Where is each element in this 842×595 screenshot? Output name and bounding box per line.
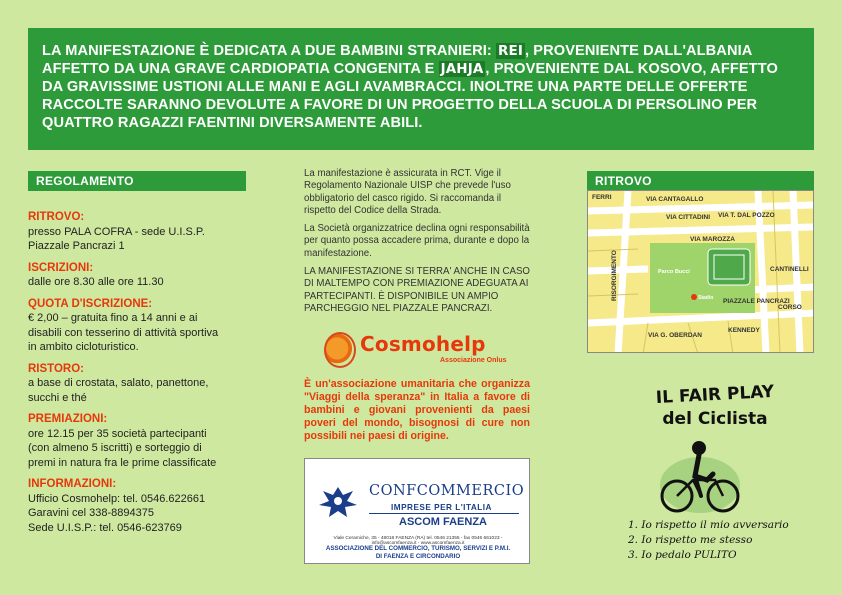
regolamento-label: RISTORO:	[28, 362, 85, 375]
cosmohelp-logo-name: Cosmohelp	[360, 332, 486, 356]
cosmohelp-emblem-icon	[324, 332, 356, 368]
assoc-line-1: ASSOCIAZIONE DEL COMMERCIO, TURISMO, SERVIZI E P.M.I.	[325, 545, 511, 552]
banner-text-part: LA MANIFESTAZIONE È DEDICATA A DUE BAMBINI STRANIERI:	[42, 43, 497, 59]
regolamento-line: Ufficio Cosmohelp: tel. 0546.622661	[28, 492, 206, 505]
regolamento-line: Garavini cel 338-8894375	[28, 507, 154, 519]
regolamento-heading: REGOLAMENTO	[28, 171, 246, 191]
confcommercio-ad	[304, 458, 530, 564]
regolamento-line: in ambito cicloturistico.	[28, 341, 139, 353]
map-label-piazzale: PIAZZALE PANCRAZI	[723, 298, 790, 305]
regolamento-line: Piazzale Pancrazi 1	[28, 240, 125, 252]
meeting-point-marker	[691, 294, 697, 300]
cyclist-icon	[655, 430, 745, 520]
fair-play-rule: 1. Io rispetto il mio avversario	[628, 519, 789, 531]
liability-paragraph: La Società organizzatrice declina ogni responsabilità per quanto possa accadere prima, durante e dopo la manifestazione.	[304, 223, 530, 259]
ritrovo-map	[587, 190, 814, 353]
cosmohelp-logo	[320, 330, 520, 372]
regolamento-block	[28, 297, 258, 355]
confcommercio-tagline: IMPRESE PER L'ITALIA	[391, 503, 492, 512]
regolamento-block	[28, 477, 258, 535]
fair-play-rule: 3. Io pedalo PULITO	[628, 549, 737, 561]
confcommercio-eagle-icon	[317, 481, 359, 523]
regolamento-line: a base di crostata, salato, panettone,	[28, 377, 209, 389]
confcommercio-association	[315, 545, 521, 560]
banner-text-part: , PROVENIENTE DALL'ALBANIA AFFETTO DA UNA GRAVE CARDIOPATIA CONGENITA E	[42, 43, 752, 77]
banner-text-part: , PROVENIENTE DAL KOSOVO, AFFETTO DA GRAVISSIME USTIONI ALLE MANI E AGLI AVAMBRACCI. INOLTRE UNA PARTE DELLE OFFERTE RACCOLTE SARANNO DEVOLUTE A FAVORE DI UN PROGETTO DELLA SCUOLA DI PERSOLINO PER QUATTRO RAGAZZI FAENTINI DIVERSAMENTE ABILI.	[42, 61, 778, 131]
regolamento-label: PREMIAZIONI:	[28, 413, 108, 425]
map-label-parco: Parco Bucci	[658, 269, 690, 275]
confcommercio-branch: ASCOM FAENZA	[399, 516, 487, 528]
regolamento-block	[28, 412, 258, 470]
cosmohelp-description: È un'associazione umanitaria che organizza "Viaggi della speranza" in Italia a favore di bambini e giovani provenienti da paesi poveri del mondo, bisognosi di cure non possibili nei paesi di origine.	[304, 378, 530, 442]
map-label-kennedy: KENNEDY	[728, 327, 760, 334]
map-label-cantagallo: VIA CANTAGALLO	[646, 196, 704, 203]
regolamento-block	[28, 362, 258, 406]
map-label-ferri: FERRI	[592, 194, 612, 201]
fair-play-heading: IL FAIR PLAY	[655, 381, 775, 409]
fair-play-rule: 2. Io rispetto me stesso	[628, 534, 753, 546]
regolamento-line: succhi e thé	[28, 391, 87, 404]
map-label-marozza: VIA MAROZZA	[690, 236, 735, 243]
regolamento-label: RITROVO:	[28, 211, 85, 223]
regolamento-line: presso PALA COFRA - sede U.I.S.P.	[28, 225, 205, 238]
banner-text	[42, 42, 800, 132]
street-map	[588, 191, 814, 353]
map-label-cantinelli: CANTINELLI	[770, 266, 809, 273]
map-label-stadio: Stadio	[698, 295, 714, 301]
regolamento-line: disabili con tesserino di attività sportiva	[28, 326, 219, 339]
fair-play-subheading: del Ciclista	[662, 409, 768, 429]
map-label-risorgimento: RISORGIMENTO	[611, 250, 618, 301]
regolamento-line: € 2,00 – gratuita fino a 14 anni e ai	[28, 312, 198, 324]
map-label-oberdan: VIA G. OBERDAN	[648, 332, 702, 339]
cosmohelp-logo-sub: Associazione Onlus	[440, 357, 507, 364]
divider	[369, 513, 519, 514]
regolamento-line: dalle ore 8.30 alle ore 11.30	[28, 276, 164, 288]
regolamento-section	[28, 210, 258, 542]
confcommercio-title: CONFCOMMERCIO	[369, 483, 525, 499]
regolamento-line: ore 12.15 per 35 società partecipanti	[28, 427, 207, 440]
regolamento-line: premi in natura fra le prime classificate	[28, 456, 217, 469]
map-label-corso: CORSO	[778, 304, 802, 311]
child-name-rei: REI	[498, 43, 523, 59]
map-label-pozzo: VIA T. DAL POZZO	[718, 212, 775, 219]
insurance-paragraph: La manifestazione è assicurata in RCT. Vige il Regolamento Nazionale UISP che prevede l'uso obbligatorio del casco rigido. Si raccomanda il rispetto del Codice della Strada.	[304, 168, 511, 216]
top-banner	[28, 28, 814, 150]
fair-play-rules	[628, 518, 818, 563]
regolamento-block	[28, 210, 258, 254]
confcommercio-address: Viale Ceramiche, 35 - 48018 FAENZA (RA) tel. 0546 21355 - fax 0546 661023 - info@ascomfaenza.it - www.ascomfaenza.it	[333, 536, 503, 546]
regolamento-line: (con almeno 5 iscritti) e sorteggio di	[28, 442, 202, 454]
ritrovo-heading: RITROVO	[587, 171, 814, 191]
assoc-line-2: DI FAENZA E CIRCONDARIO	[375, 552, 461, 560]
regolamento-block	[28, 261, 258, 290]
regolamento-label: INFORMAZIONI:	[28, 478, 117, 490]
regolamento-label: QUOTA D'ISCRIZIONE:	[28, 297, 153, 310]
middle-column	[304, 168, 530, 321]
map-label-cittadini: VIA CITTADINI	[666, 214, 711, 221]
regolamento-line: Sede U.I.S.P.: tel. 0546-623769	[28, 521, 182, 534]
weather-paragraph: LA MANIFESTAZIONE SI TERRA' ANCHE IN CASO DI MALTEMPO CON PREMIAZIONE ADEGUATA AI PARTECIPANTI. È DISPONIBILE UN AMPIO PARCHEGGIO NEL PIAZZALE PANCRAZI.	[304, 266, 530, 314]
regolamento-label: ISCRIZIONI:	[28, 261, 94, 274]
child-name-jahja: JAHJA	[440, 61, 484, 77]
